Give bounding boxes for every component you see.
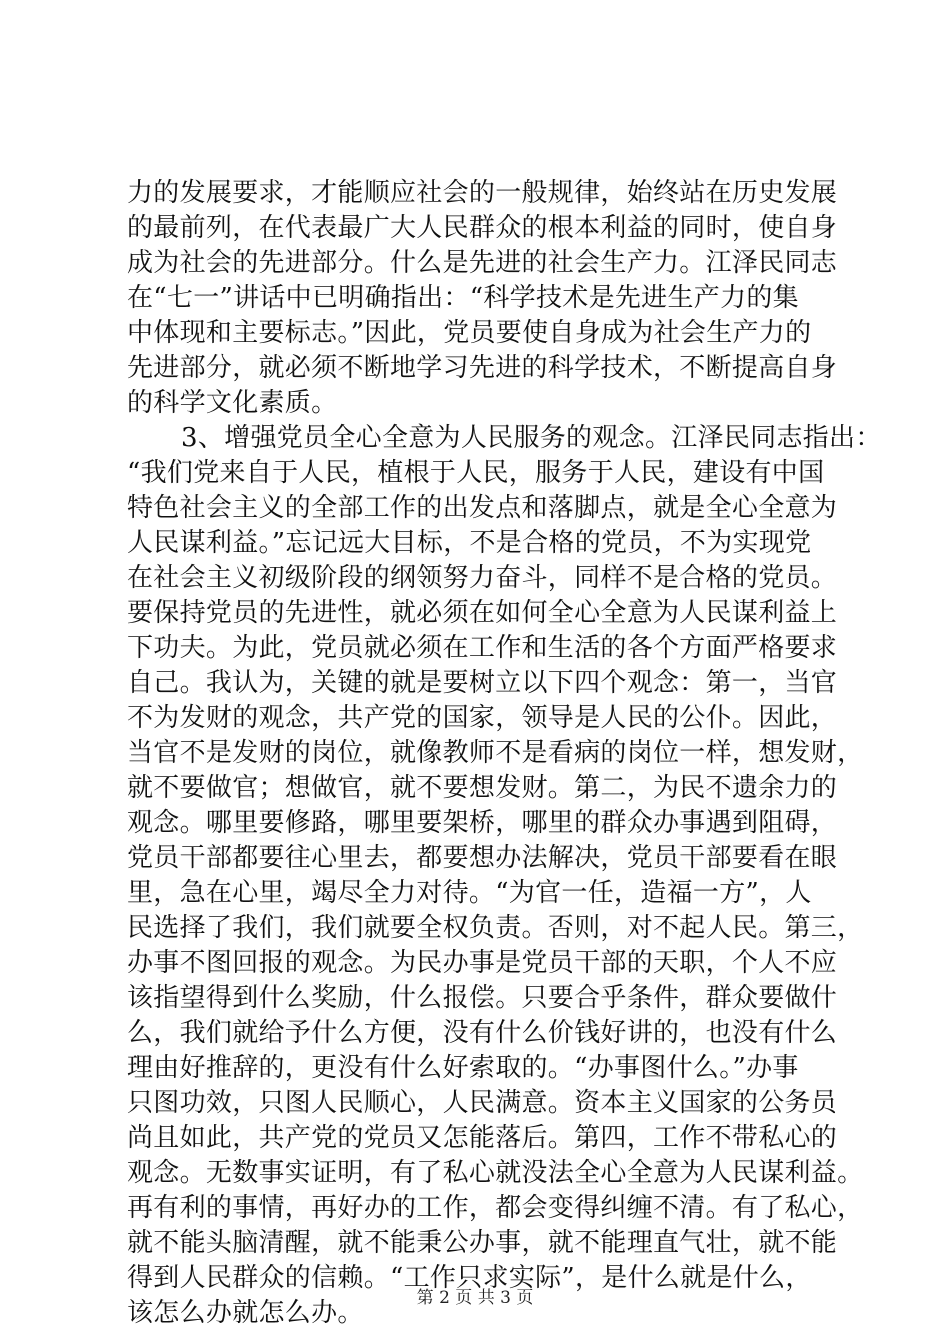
text-line: 的科学文化素质。 (127, 388, 338, 418)
text-line: 的最前列，在代表最广大人民群众的根本利益的同时，使自身 (127, 213, 838, 243)
body-text (127, 176, 882, 1331)
text-line: 再有利的事情，再好办的工作，都会变得纠缠不清。有了私心， (127, 1193, 864, 1223)
text-line: 么，我们就给予什么方便，没有什么价钱好讲的，也没有什么 (127, 1018, 838, 1048)
text-line: 当官不是发财的岗位，就像教师不是看病的岗位一样，想发财， (127, 738, 864, 768)
text-line: 里，急在心里，竭尽全力对待。“为官一任，造福一方”，人 (127, 878, 812, 908)
text-line: 就不能头脑清醒，就不能秉公办事，就不能理直气壮，就不能 (127, 1228, 838, 1258)
text-line: 只图功效，只图人民顺心，人民满意。资本主义国家的公务员 (127, 1088, 838, 1118)
text-line: 力的发展要求，才能顺应社会的一般规律，始终站在历史发展 (127, 178, 838, 208)
text-line: 中体现和主要标志。”因此，党员要使自身成为社会生产力的 (127, 318, 812, 348)
text-line: 观念。无数事实证明，有了私心就没法全心全意为人民谋利益。 (127, 1158, 864, 1188)
text-line: 理由好推辞的，更没有什么好索取的。“办事图什么。”办事 (127, 1053, 799, 1083)
page-number-footer: 第 2 页 共 3 页 (416, 1288, 534, 1308)
text-line: 要保持党员的先进性，就必须在如何全心全意为人民谋利益上 (127, 598, 838, 628)
text-line: 在社会主义初级阶段的纲领努力奋斗，同样不是合格的党员。 (127, 563, 838, 593)
paragraph-heading-line: 3、增强党员全心全意为人民服务的观念。江泽民同志指出： (181, 423, 882, 453)
text-line: 该指望得到什么奖励，什么报偿。只要合乎条件，群众要做什 (127, 983, 838, 1013)
text-line: 民选择了我们，我们就要全权负责。否则，对不起人民。第三， (127, 913, 864, 943)
text-line: 自己。我认为，关键的就是要树立以下四个观念：第一，当官 (127, 668, 838, 698)
text-line: 该怎么办就怎么办。 (127, 1298, 364, 1328)
text-line: 党员干部都要往心里去，都要想办法解决，党员干部要看在眼 (127, 843, 838, 873)
text-line: 就不要做官；想做官，就不要想发财。第二，为民不遗余力的 (127, 773, 838, 803)
text-line: 先进部分，就必须不断地学习先进的科学技术，不断提高自身 (127, 353, 838, 383)
text-line: 观念。哪里要修路，哪里要架桥，哪里的群众办事遇到阻碍， (127, 808, 838, 838)
text-line: 成为社会的先进部分。什么是先进的社会生产力。江泽民同志 (127, 248, 838, 278)
text-line: 在“七一”讲话中已明确指出：“科学技术是先进生产力的集 (127, 283, 799, 313)
text-line: 尚且如此，共产党的党员又怎能落后。第四，工作不带私心的 (127, 1123, 838, 1153)
text-line: 人民谋利益。”忘记远大目标，不是合格的党员，不为实现党 (127, 528, 812, 558)
text-line: 不为发财的观念，共产党的国家，领导是人民的公仆。因此， (127, 703, 838, 733)
text-line: “我们党来自于人民，植根于人民，服务于人民，建设有中国 (127, 458, 825, 488)
text-line: 办事不图回报的观念。为民办事是党员干部的天职，个人不应 (127, 948, 838, 978)
text-line: 得到人民群众的信赖。“工作只求实际”，是什么就是什么， (127, 1263, 812, 1293)
text-line: 下功夫。为此，党员就必须在工作和生活的各个方面严格要求 (127, 633, 838, 663)
text-line: 特色社会主义的全部工作的出发点和落脚点，就是全心全意为 (127, 493, 838, 523)
